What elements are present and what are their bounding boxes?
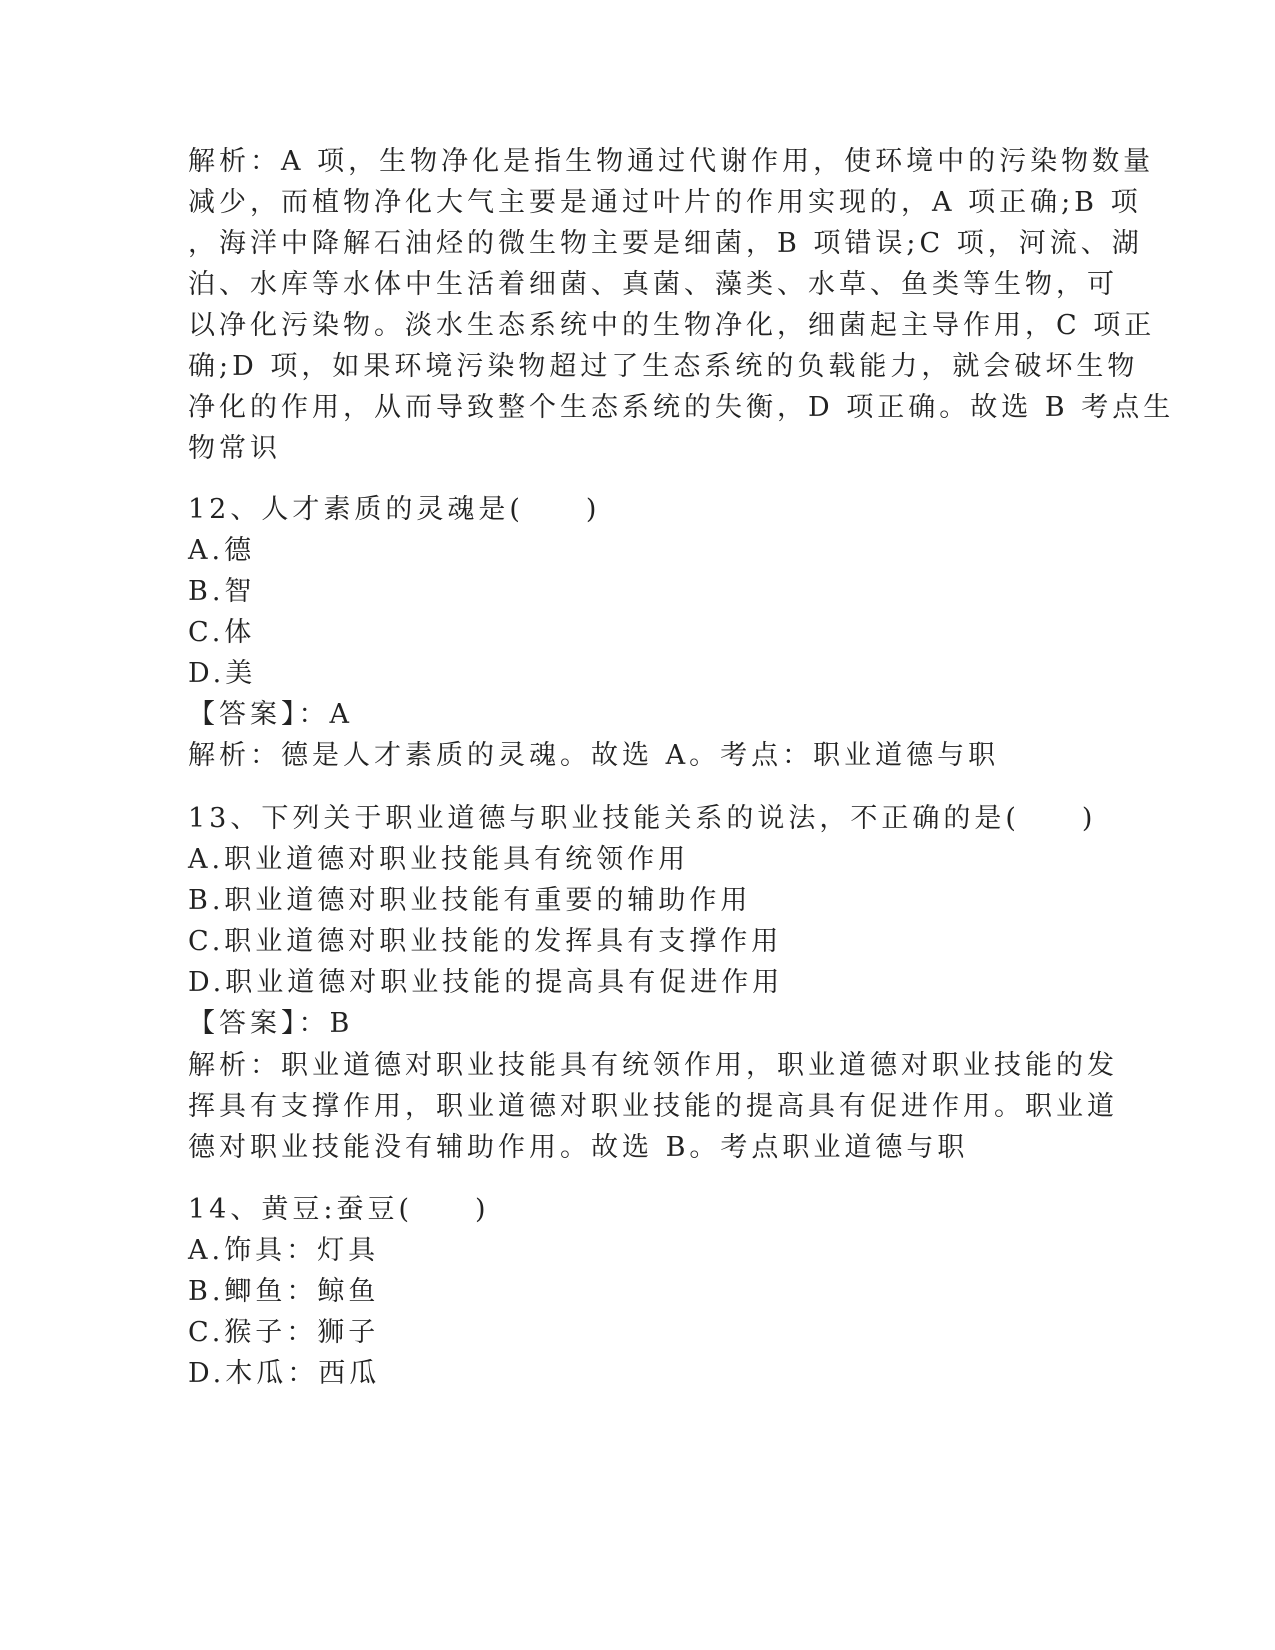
answer-label: 【答案】：B — [188, 1008, 354, 1039]
option-c: C.猴子：狮子 — [188, 1317, 380, 1348]
option-b: B.智 — [188, 576, 256, 607]
analysis-line: ，海洋中降解石油烃的微生物主要是细菌，B 项错误;C 项，河流、湖 — [188, 228, 1143, 259]
answer-label: 【答案】：A — [188, 699, 353, 730]
analysis-line: 物常识 — [188, 433, 281, 464]
analysis-line: 减少，而植物净化大气主要是通过叶片的作用实现的，A 项正确;B 项 — [188, 187, 1142, 218]
option-d: D.职业道德对职业技能的提高具有促进作用 — [188, 967, 784, 998]
analysis-line: 挥具有支撑作用，职业道德对职业技能的提高具有促进作用。职业道 — [188, 1091, 1118, 1122]
option-a: A.德 — [188, 535, 256, 566]
option-a: A.饰具：灯具 — [188, 1235, 380, 1266]
option-b: B.鲫鱼：鲸鱼 — [188, 1276, 380, 1307]
question-14: 14、黄豆:蚕豆( ) — [188, 1194, 490, 1225]
option-c: C.体 — [188, 617, 256, 648]
analysis-line: 泊、水库等水体中生活着细菌、真菌、藻类、水草、鱼类等生物，可 — [188, 269, 1118, 300]
option-c: C.职业道德对职业技能的发挥具有支撑作用 — [188, 926, 783, 957]
question-13: 13、下列关于职业道德与职业技能关系的说法，不正确的是( ) — [188, 803, 1097, 834]
analysis-line: 解析：A 项，生物净化是指生物通过代谢作用，使环境中的污染物数量 — [188, 146, 1155, 177]
analysis-line: 德对职业技能没有辅助作用。故选 B。考点职业道德与职 — [188, 1132, 969, 1163]
option-a: A.职业道德对职业技能具有统领作用 — [188, 844, 690, 875]
analysis-line: 解析：德是人才素质的灵魂。故选 A。考点：职业道德与职 — [188, 740, 1000, 771]
analysis-line: 净化的作用，从而导致整个生态系统的失衡，D 项正确。故选 B 考点生 — [188, 392, 1175, 423]
option-d: D.木瓜：西瓜 — [188, 1358, 381, 1389]
option-d: D.美 — [188, 658, 257, 689]
question-12: 12、人才素质的灵魂是( ) — [188, 494, 601, 525]
option-b: B.职业道德对职业技能有重要的辅助作用 — [188, 885, 752, 916]
analysis-line: 确;D 项，如果环境污染物超过了生态系统的负载能力，就会破坏生物 — [188, 351, 1139, 382]
analysis-line: 解析：职业道德对职业技能具有统领作用，职业道德对职业技能的发 — [188, 1050, 1118, 1081]
analysis-line: 以净化污染物。淡水生态系统中的生物净化，细菌起主导作用，C 项正 — [188, 310, 1156, 341]
